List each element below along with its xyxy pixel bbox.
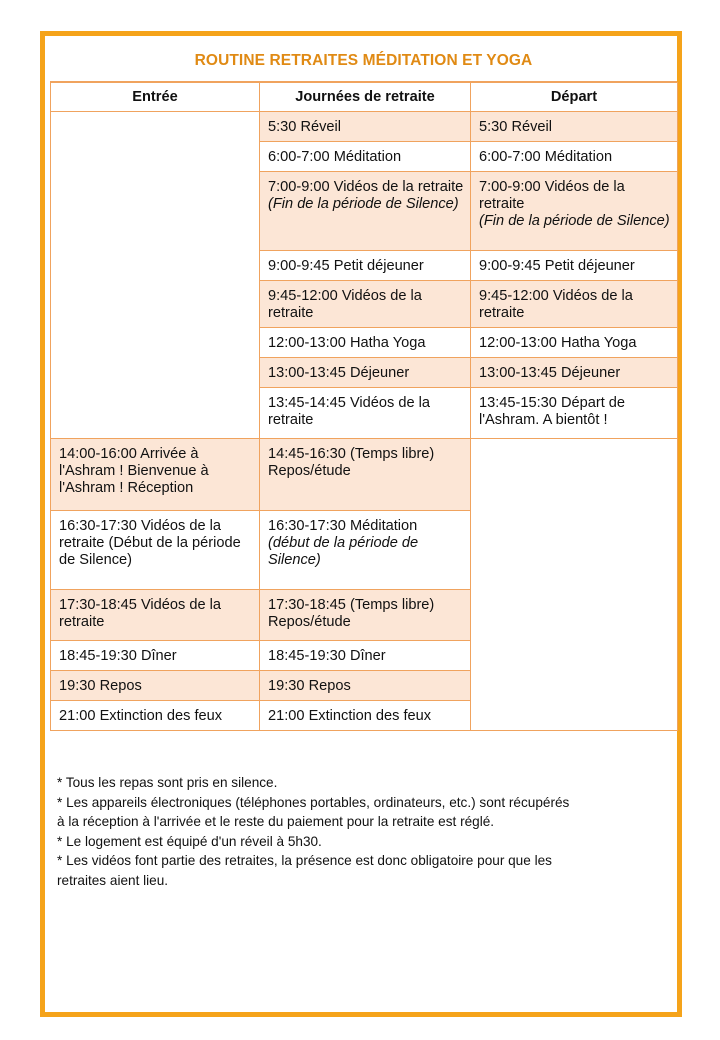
schedule-item: 18:45-19:30 Dîner <box>268 648 386 664</box>
depart-cell <box>471 388 678 439</box>
entree-cell <box>51 439 260 511</box>
column-header-entree: Entrée <box>51 83 260 112</box>
schedule-item: 13:00-13:45 Déjeuner <box>268 365 410 381</box>
schedule-item: 7:00-9:00 Vidéos de la retraite <box>479 179 625 212</box>
journees-cell <box>260 388 471 439</box>
schedule-item: 14:45-16:30 (Temps libre) Repos/étude <box>268 446 435 479</box>
depart-cell <box>471 142 678 172</box>
journees-cell <box>260 328 471 358</box>
footnote: * Les appareils électroniques (téléphones portables, ordinateurs, etc.) sont récupérés à la réception à l'arrivée et le reste du paiement pour la retraite est réglé. <box>57 794 570 829</box>
column-header-depart: Départ <box>471 83 678 112</box>
journees-cell <box>260 701 471 731</box>
table-row <box>51 112 678 142</box>
journees-cell <box>260 590 471 641</box>
entree-cell <box>51 511 260 590</box>
title-band <box>50 41 677 82</box>
schedule-item: 5:30 Réveil <box>268 119 342 135</box>
schedule-item: 16:30-17:30 Vidéos de la retraite (Début de la période de Silence) <box>59 518 241 568</box>
schedule-item: 21:00 Extinction des feux <box>59 708 223 724</box>
schedule-item: 16:30-17:30 Méditation <box>268 518 418 534</box>
schedule-item: 13:45-15:30 Départ de l'Ashram. A bientôt ! <box>479 395 626 428</box>
schedule-item: 21:00 Extinction des feux <box>268 708 432 724</box>
journees-cell <box>260 281 471 328</box>
schedule-note: (Fin de la période de Silence) <box>268 196 459 212</box>
schedule-item: 17:30-18:45 (Temps libre) Repos/étude <box>268 597 435 630</box>
schedule-item: 9:45-12:00 Vidéos de la retraite <box>268 288 422 321</box>
entree-cell <box>51 701 260 731</box>
depart-cell <box>471 328 678 358</box>
schedule-item: 18:45-19:30 Dîner <box>59 648 177 664</box>
schedule-item: 13:45-14:45 Vidéos de la retraite <box>268 395 431 428</box>
page-title: ROUTINE RETRAITES MÉDITATION ET YOGA <box>194 52 533 69</box>
journees-cell <box>260 671 471 701</box>
entree-cell <box>51 671 260 701</box>
schedule-item: 19:30 Repos <box>59 678 142 694</box>
schedule-table <box>50 82 678 731</box>
schedule-item: 5:30 Réveil <box>479 119 553 135</box>
journees-cell <box>260 511 471 590</box>
schedule-item: 9:00-9:45 Petit déjeuner <box>268 258 424 274</box>
schedule-item: 9:45-12:00 Vidéos de la retraite <box>479 288 633 321</box>
schedule-item: 12:00-13:00 Hatha Yoga <box>268 335 426 351</box>
schedule-item: 6:00-7:00 Méditation <box>479 149 613 165</box>
schedule-frame <box>40 31 682 1017</box>
depart-empty-cell <box>471 439 678 731</box>
schedule-item: 14:00-16:00 Arrivée à l'Ashram ! Bienvenue à l'Ashram ! Réception <box>59 446 209 496</box>
depart-cell <box>471 281 678 328</box>
schedule-item: 19:30 Repos <box>268 678 351 694</box>
schedule-item: 13:00-13:45 Déjeuner <box>479 365 621 381</box>
table-row <box>51 439 678 511</box>
footnote: * Les vidéos font partie des retraites, la présence est donc obligatoire pour que les retraites aient lieu. <box>57 853 552 888</box>
depart-cell <box>471 172 678 251</box>
footnote: * Le logement est équipé d'un réveil à 5h30. <box>57 833 322 849</box>
depart-cell <box>471 112 678 142</box>
footnotes <box>57 773 657 890</box>
schedule-item: 12:00-13:00 Hatha Yoga <box>479 335 637 351</box>
footnote: * Tous les repas sont pris en silence. <box>57 775 278 790</box>
journees-cell <box>260 439 471 511</box>
schedule-note: (Fin de la période de Silence) <box>479 213 670 229</box>
schedule-item: 6:00-7:00 Méditation <box>268 149 402 165</box>
schedule-item: 7:00-9:00 Vidéos de la retraite <box>268 179 464 195</box>
journees-cell <box>260 142 471 172</box>
journees-cell <box>260 358 471 388</box>
depart-cell <box>471 358 678 388</box>
entree-cell <box>51 641 260 671</box>
schedule-item: 17:30-18:45 Vidéos de la retraite <box>59 597 222 630</box>
journees-cell <box>260 641 471 671</box>
header-row <box>51 83 678 112</box>
depart-cell <box>471 251 678 281</box>
journees-cell <box>260 251 471 281</box>
journees-cell <box>260 112 471 142</box>
schedule-item: 9:00-9:45 Petit déjeuner <box>479 258 635 274</box>
entree-empty-cell <box>51 112 260 439</box>
schedule-note: (début de la période de Silence) <box>268 535 419 568</box>
entree-cell <box>51 590 260 641</box>
journees-cell <box>260 172 471 251</box>
column-header-journees: Journées de retraite <box>260 83 471 112</box>
